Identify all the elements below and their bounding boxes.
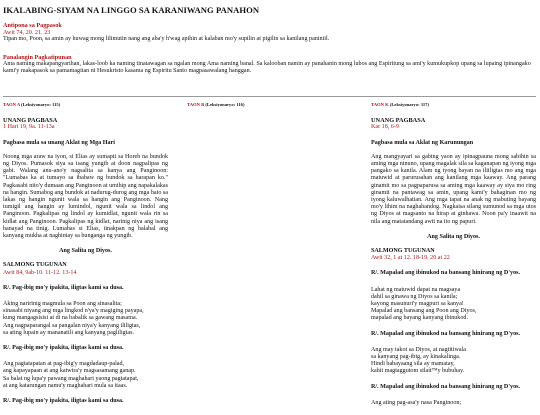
stanza-line: Hindi babayaang sila ay mamatay,: [371, 361, 455, 368]
cycle-label: TAON K: [371, 102, 389, 107]
psalm-refrain: R/. Mapalad ang ibinukod na bansang hinirang ng D'yos.: [371, 270, 521, 277]
reading-closing: Ang Salita ng Diyos.: [59, 248, 112, 255]
psalm-reference: Awit 84, 9ab-10. 11-12. 13-14: [3, 269, 77, 276]
stanza-line: at ang katarungan namu'y maghahari mula sa itaas.: [3, 382, 128, 389]
psalm-reference: Awit 32, 1 at 12. 18-19. 20 at 22: [371, 255, 450, 262]
panalangin-text: Ama naming makapangyarihan, lakas-loob ka naming tinatawagan sa ngalan mong Ama naming banal. Sa kalooban namin ay panahanin mong lubos ang Espiritung sa ami'y kumukupkop upang sa lupaing ipinangako kami'y makapasok sa pamamagitan ni Hesukristo kasama ng Espiritu Santo magpasawalang hanggan.: [3, 61, 531, 75]
stanza-line: Lahat ng matuwid dapat na magsaya: [371, 286, 461, 293]
stanza-line: Ang pagtatapatan at pag-ibig'y magdadaup-palad,: [3, 361, 125, 368]
psalm-refrain-repeat: R/. Mapalad ang ibinukod na bansang hinirang ng D'yos.: [371, 330, 521, 337]
psalm-title: SALMONG TUGUNAN: [371, 248, 435, 255]
psalm-refrain-repeat: R/. Pag-ibig mo'y ipakita, iligtas kami sa dusa.: [3, 398, 124, 405]
reading-title: UNANG PAGBASA: [371, 117, 426, 125]
psalm-refrain: R/. Pag-ibig mo'y ipakita, iligtas kami sa dusa.: [3, 284, 124, 291]
stanza-line: Aking naririnig magmula sa Poon ang sinasalita;: [3, 301, 122, 308]
cycle-label: TAON B: [187, 102, 205, 107]
cycle-header: [187, 101, 352, 108]
column-taon-a: [3, 98, 168, 414]
column-taon-k: [371, 98, 536, 415]
stanza-line: dahil sa ginawa ng Diyos sa kanila;: [371, 293, 458, 300]
stanza-line: kahit magtaggutom silaít™y bubuhay.: [371, 368, 465, 375]
page-title: IKALABING-SIYAM NA LINGGO SA KARANIWANG PANAHON: [3, 5, 260, 15]
psalm-title: SALMONG TUGUNAN: [3, 262, 67, 269]
cycle-header: [371, 101, 536, 108]
psalm-stanza: [3, 361, 168, 390]
psalm-refrain-repeat: R/. Pag-ibig mo'y ipakita, iligtas kami sa dusa.: [3, 345, 124, 352]
cycle-note: (Leksiyonaryo: 116): [205, 102, 245, 107]
column-taon-b: [187, 98, 352, 117]
panalangin-heading: Panalangin Pagkatipunan: [3, 54, 72, 61]
cycle-label: TAON A: [3, 102, 20, 107]
stanza-line: sa kanyang pag-ibig, ay kinakalinga.: [371, 354, 461, 361]
stanza-line: kung mangagsisisi at di na babalik sa gawang masama.: [3, 315, 138, 322]
psalm-stanza: [371, 347, 536, 376]
psalm-stanza: [3, 301, 168, 337]
reading-closing: Ang Salita ng Diyos.: [427, 233, 480, 240]
stanza-line: sinasabi niyang ang mga lingkod n'ya'y magiging payapa,: [3, 308, 144, 315]
stanza-line: sa ating lupain ay mananatili ang kanyang pagliligtas.: [3, 329, 134, 336]
reading-body: Noong mga araw na iyon, si Elias ay sumapit sa Horeb na bundok ng Diyos. Pumasok siya sa isang yungib at doon nagpalipas ng gabi. Walang anu-ano'y nagsalita sa kanya ang Panginoon: "Lumabas ka at tumayo sa ibabaw ng bundok sa harapan ko." Pagkasabi nito'y dumaan ang Panginoon at umihip ang napakalakas na hangin. Sumabog ang bundok at nadurug-durog ang mga bato sa lakas ng hangin ngunit wala sa hangin ang Panginoon. Nang tumigil ang hangin ay lumindol, ngunit wala sa lindol ang Panginoon. Pagkalipas ng lindol ay kumidlat, ngunit wala rin sa kidlat ang Panginoon. Pagkalipas ng kidlat, narinig niya ang isang banayad na tinig. Lumabas si Elias, tinakpan ng balabal ang kanyang mukha at naghintay sa bunganga ng yungib.: [3, 153, 168, 240]
stanza-line: mapalad ang bayang kanyang ibinukod.: [371, 315, 468, 322]
antipona-reference: Awit 74, 20. 21. 23: [3, 29, 51, 36]
psalm-refrain-repeat: R/. Mapalad ang ibinukod na bansang hinirang ng D'yos.: [371, 383, 521, 390]
cycle-note: (Leksiyonaryo: 117): [389, 102, 429, 107]
reading-body: Ang mangyayari sa gabing yaon ay ipinagpauna mong sabihin sa aming mga ninuno, upang magalak sila sa kaganapan ng iyong mga pangako sa kanila. Alam ng iyong bayan na iliiligtas mo ang mga matuwid at parurusahan ang kanilang mga kaaway. Ang parang ginamit mo sa pagpaparusa sa aming mga kaaway ay siya mo ring ginamit na pantawag sa amin, upang kami'y bahaginan mo ng iyong kaluwalhatian. Ang mga tapat na anak ng mabuting bayang mo'y lihim na naghahandog. Nagkaisa silang sumunod sa mga utos ng Diyos at magsanto na hirap at ginhawa. Noon pa'y inaawit na nila ang matatandang awit na ito ng papuri.: [371, 153, 536, 225]
antipona-heading: Antipona sa Pagpasok: [3, 22, 62, 29]
stanza-line: ang kapayapaan at ang katwira'y magsasamang ganap.: [3, 368, 136, 375]
psalm-stanza: [371, 287, 536, 323]
stanza-line: Ang ating pag-asa'y nasa Panginoon;: [371, 399, 462, 406]
cycle-note: (Leksiyonaryo: 115): [21, 102, 61, 107]
antipona-text: Tipan mo, Poon, sa amin ay huwag mong lilimutin nang ang aba'y h'wag apihin at kalaban mo'y supilin at pigilin sa kanilang paniniil.: [3, 36, 330, 42]
stanza-line: Mapalad ang bansang ang Poon ang Diyos,: [371, 308, 477, 315]
stanza-line: Ang may takot sa Diyos, at nagtitiwala: [371, 346, 466, 353]
stanza-line: Ang nagpaparangal sa pangalan niya'y kanyang ililigtas,: [3, 322, 141, 329]
psalm-stanza: [371, 400, 536, 407]
reading-heading: Pagbasa mula sa unang Aklat ng Mga Hari: [3, 139, 115, 146]
reading-title: UNANG PAGBASA: [3, 117, 58, 125]
stanza-line: kayong masunuri'y magpuri sa kanya!: [371, 301, 464, 308]
reading-reference: Kar 18, 6-9: [371, 124, 399, 131]
stanza-line: Sa balat ng lupa'y pawang maghahari yaong pagtatapat,: [3, 375, 139, 382]
reading-reference: 1 Hari 19, 9a. 11-13a: [3, 124, 55, 131]
section-divider: [3, 96, 536, 97]
reading-heading: Pagbasa mula sa Aklat ng Karunungan: [371, 139, 474, 146]
cycle-header: [3, 101, 168, 108]
